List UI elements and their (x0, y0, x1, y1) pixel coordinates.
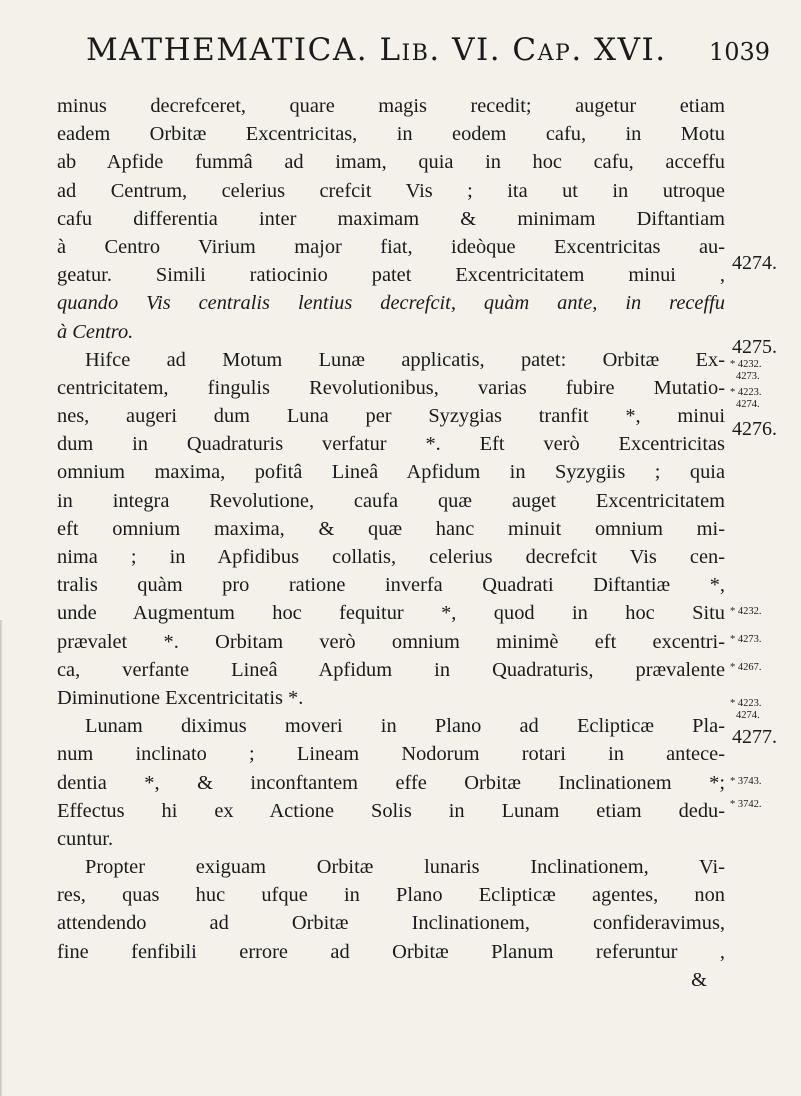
margin-note: 4275. (732, 336, 777, 358)
text-line: ca, verfante Lineâ Apfidum in Quadraturis, prævalente (57, 658, 725, 681)
margin-note: 4273. (736, 371, 760, 382)
text-line: centricitatem, fingulis Revolutionibus, varias fubire Mutatio- (57, 376, 725, 399)
margin-note: 4277. (732, 726, 777, 748)
text-line: in integra Revolutione, caufa quæ auget Excentricitatem (57, 489, 725, 512)
paragraph-start-line: Lunam diximus moveri in Plano ad Eclipticæ Pla- (85, 715, 725, 738)
text-line: minus decrefceret, quare magis recedit; augetur etiam (57, 95, 725, 117)
paragraph-start-line: Hifce ad Motum Lunæ applicatis, patet: Orbitæ Ex- (85, 348, 725, 371)
text-line: res, quas huc ufque in Plano Eclipticæ agentes, non (57, 884, 725, 907)
margin-note: * 4267. (730, 662, 762, 673)
running-head (86, 32, 770, 82)
page-binding-shadow (0, 620, 3, 1096)
page-number: 1039 (708, 38, 770, 66)
text-line: prævalet *. Orbitam verò omnium minimè eft excentri- (57, 630, 725, 653)
text-line: nes, augeri dum Luna per Syzygias tranfit *, minui (57, 405, 725, 428)
margin-note: 4276. (732, 418, 777, 440)
margin-note: * 4223. (730, 387, 762, 398)
text-line: nima ; in Apfidibus collatis, celerius decrefcit Vis cen- (57, 546, 725, 568)
text-line: cuntur. (57, 827, 114, 850)
text-line: tralis quàm pro ratione inverfa Quadrati Diftantiæ *, (57, 574, 725, 597)
margin-note: * 4273. (730, 634, 762, 645)
text-line: ad Centrum, celerius crefcit Vis ; ita ut in utroque (57, 179, 725, 202)
text-line: Effectus hi ex Actione Solis in Lunam etiam dedu- (57, 799, 725, 822)
text-line: fine fenfibili errore ad Orbitæ Planum referuntur , (57, 940, 725, 963)
running-head-title: MATHEMATICA. Lib. VI. Cap. XVI. (86, 32, 667, 68)
margin-note: 4274. (736, 399, 760, 410)
text-line: à Centro Virium major fiat, ideòque Excentricitas au- (57, 235, 725, 258)
margin-note: * 4223. (730, 698, 762, 709)
catchword: & (691, 968, 707, 991)
text-line: omnium maxima, pofitâ Lineâ Apfidum in Syzygiis ; quia (57, 461, 725, 484)
margin-note: 4274. (732, 252, 777, 274)
margin-note: 4274. (736, 710, 760, 721)
text-line: geatur. Simili ratiocinio patet Excentricitatem minui , (57, 264, 725, 287)
margin-note: * 4232. (730, 359, 762, 370)
text-line: à Centro. (57, 320, 134, 343)
text-line: ab Apfide fummâ ad imam, quia in hoc cafu, acceffu (57, 151, 725, 174)
text-line: dentia *, & inconftantem effe Orbitæ Inclinationem *; (57, 771, 725, 794)
text-line: attendendo ad Orbitæ Inclinationem, confideravimus, (57, 912, 725, 935)
text-line: eadem Orbitæ Excentricitas, in eodem cafu, in Motu (57, 123, 725, 146)
text-line: eft omnium maxima, & quæ hanc minuit omnium mi- (57, 517, 725, 540)
text-line: cafu differentia inter maximam & minimam Diftantiam (57, 207, 725, 230)
margin-note: * 3742. (730, 799, 762, 810)
paragraph-start-line: Propter exiguam Orbitæ lunaris Inclinationem, Vi- (85, 856, 725, 879)
body-text (57, 92, 725, 994)
text-line: num inclinato ; Lineam Nodorum rotari in antece- (57, 743, 725, 766)
margin-note: * 3743. (730, 776, 762, 787)
text-line: Diminutione Excentricitatis *. (57, 686, 304, 709)
margin-note: * 4232. (730, 606, 762, 617)
text-line: quando Vis centralis lentius decrefcit, quàm ante, in receffu (57, 292, 725, 315)
text-line: dum in Quadraturis verfatur *. Eft verò Excentricitas (57, 433, 725, 456)
text-line: unde Augmentum hoc fequitur *, quod in hoc Situ (57, 602, 725, 625)
